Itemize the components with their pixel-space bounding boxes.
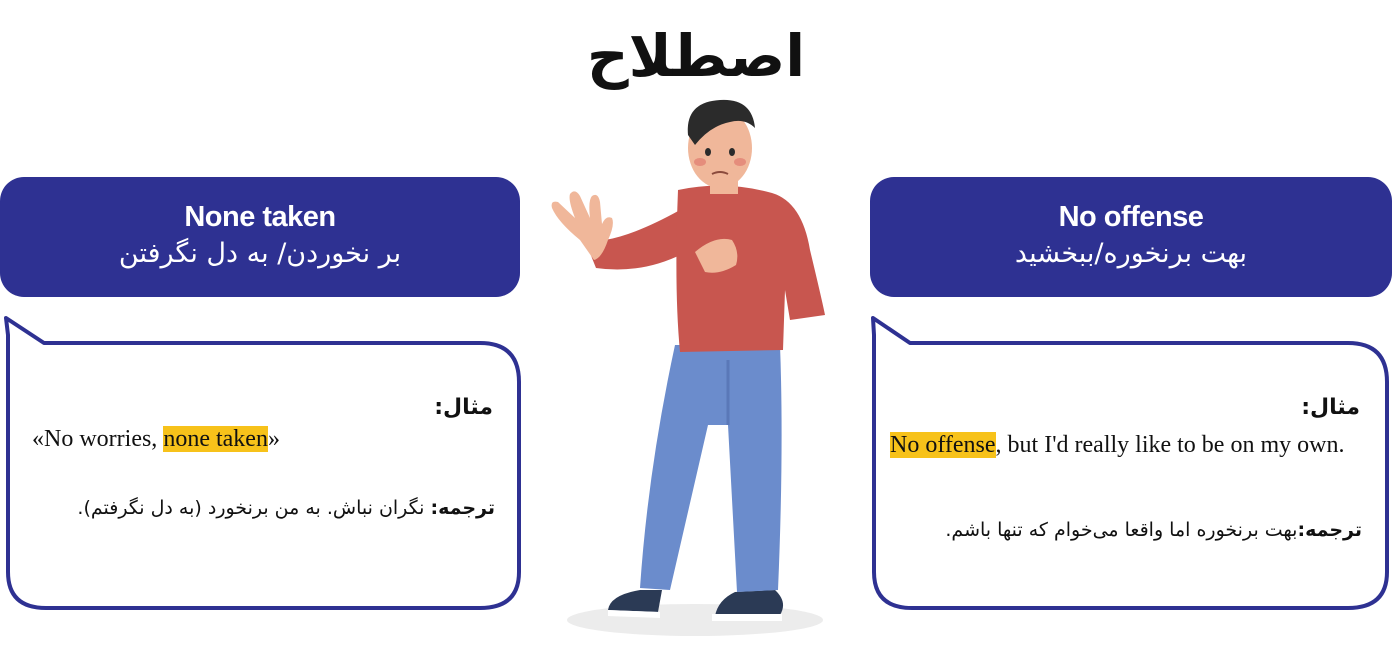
- man-apologetic-illustration: [540, 90, 840, 650]
- right-term-english: No offense: [1058, 201, 1204, 233]
- left-example-suffix: »: [267, 426, 280, 452]
- right-example-rest: , but I'd really like to be on my own.: [995, 432, 1345, 458]
- right-term-header: [870, 177, 1392, 297]
- left-example-prefix: «No worries,: [32, 426, 164, 452]
- right-term-persian: بهت برنخوره/ببخشید: [1014, 238, 1248, 269]
- left-translation: [55, 491, 495, 525]
- right-translation: [892, 513, 1362, 547]
- left-example-sentence: [32, 419, 280, 459]
- right-translation-label: ترجمه:: [1297, 519, 1362, 541]
- right-example-label: مثال:: [1301, 395, 1360, 420]
- left-term-english: None taken: [184, 201, 336, 233]
- left-term-header: [0, 177, 520, 297]
- right-bubble-outline: [866, 315, 1392, 615]
- left-example-highlight: none taken: [163, 426, 268, 452]
- left-example-bubble: [0, 315, 525, 615]
- right-example-bubble: [866, 315, 1392, 615]
- right-translation-text: بهت برنخوره اما واقعا می‌خوام که تنها باشم.: [945, 519, 1298, 541]
- left-term-persian: بر نخوردن/ به دل نگرفتن: [118, 238, 402, 269]
- left-bubble-outline: [0, 315, 525, 615]
- left-translation-text: نگران نباش. به من برنخورد (به دل نگرفتم).: [77, 497, 431, 519]
- left-example-label: مثال:: [434, 395, 493, 420]
- right-example-sentence: [890, 425, 1360, 465]
- left-translation-label: ترجمه:: [430, 497, 495, 519]
- page-title: اصطلاح: [586, 22, 806, 90]
- right-example-highlight: No offense: [890, 432, 996, 458]
